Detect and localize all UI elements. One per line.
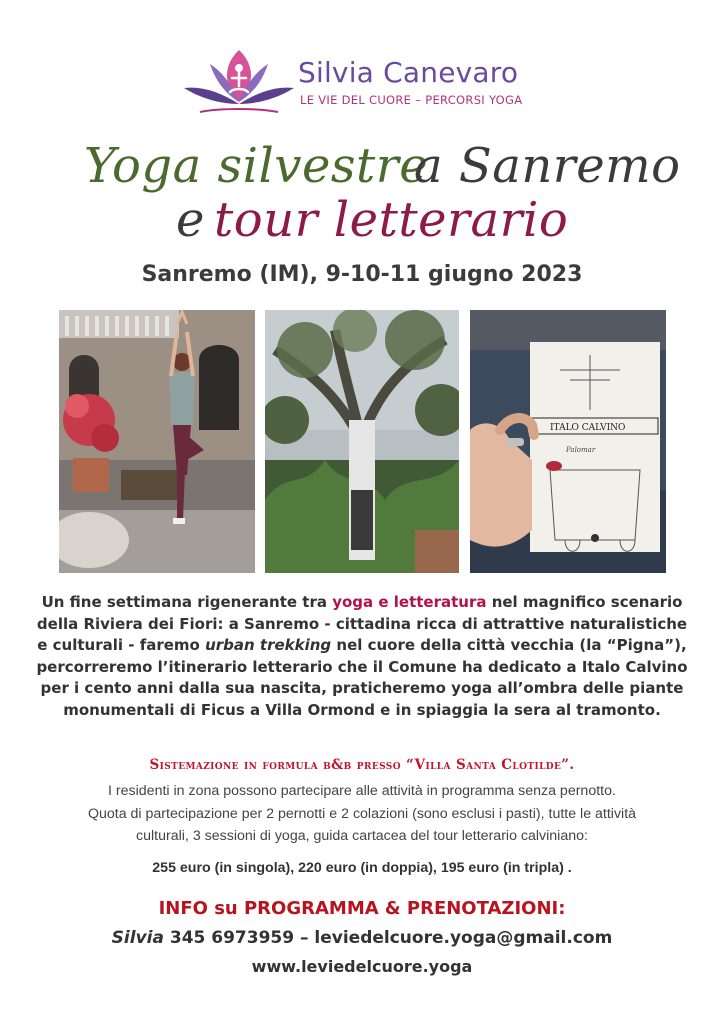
title-a-sanremo: a Sanremo (414, 138, 681, 194)
yoga-tree-pose-photo (59, 310, 255, 573)
title-yoga-silvestre: Yoga silvestre (84, 138, 429, 194)
title-e: e (176, 192, 205, 248)
forest-tree-photo (265, 310, 459, 573)
details-line-3: culturali, 3 sessioni di yoga, guida cartacea del tour letterario calviniano: (136, 828, 588, 844)
brand-subtitle: LE VIE DEL CUORE – PERCORSI YOGA (300, 93, 523, 107)
intro-text-1: Un fine settimana rigenerante tra (41, 593, 333, 611)
price-list: 255 euro (in singola), 220 euro (in doppia), 195 euro (in tripla) . (152, 860, 572, 876)
intro-text-2: nel magnifico scenario della Riviera dei Fiori: a Sanremo - cittadina ricca di attrattive naturalistiche e culturali - faremo (36, 593, 688, 654)
title-tour-letterario: tour letterario (214, 192, 569, 248)
participation-details (20, 780, 704, 848)
info-heading: INFO su PROGRAMMA & PRENOTAZIONI: (158, 898, 566, 919)
website-link[interactable]: www.leviedelcuore.yoga (251, 957, 473, 976)
book-palomar-photo (470, 310, 666, 573)
intro-urban-trekking: urban trekking (205, 636, 332, 654)
book-title: Palomar (566, 446, 596, 454)
accommodation-notice: Sistemazione in formula b&b presso “Villa Santa Clotilde”. (149, 757, 575, 773)
contact-line (0, 928, 724, 948)
intro-highlight-yoga-letteratura: yoga e letteratura (332, 593, 487, 611)
details-line-2: Quota di partecipazione per 2 pernotti e 2 colazioni (sono esclusi i pasti), tutte le attività (87, 805, 637, 822)
details-line-1: I residenti in zona possono partecipare alle attività in programma senza pernotto. (108, 783, 616, 799)
contact-phone-email[interactable]: 345 6973959 – leviedelcuore.yoga@gmail.com (163, 928, 613, 948)
book-author: ITALO CALVINO (550, 423, 626, 433)
brand-name: Silvia Canevaro (298, 56, 519, 89)
intro-paragraph (30, 592, 694, 721)
intro-text-3: nel cuore della città vecchia (la “Pigna”), percorreremo l’itinerario letterario che il Comune ha dedicato a Italo Calvino per i cento anni dalla sua nascita, praticheremo yoga all’ombra delle piante monumentali di Ficus a Villa Ormond e in spiaggia la sera al tramonto. (36, 636, 688, 719)
event-date-location: Sanremo (IM), 9-10-11 giugno 2023 (141, 262, 583, 287)
lotus-logo-icon (180, 42, 298, 116)
contact-name: Silvia (111, 928, 164, 948)
